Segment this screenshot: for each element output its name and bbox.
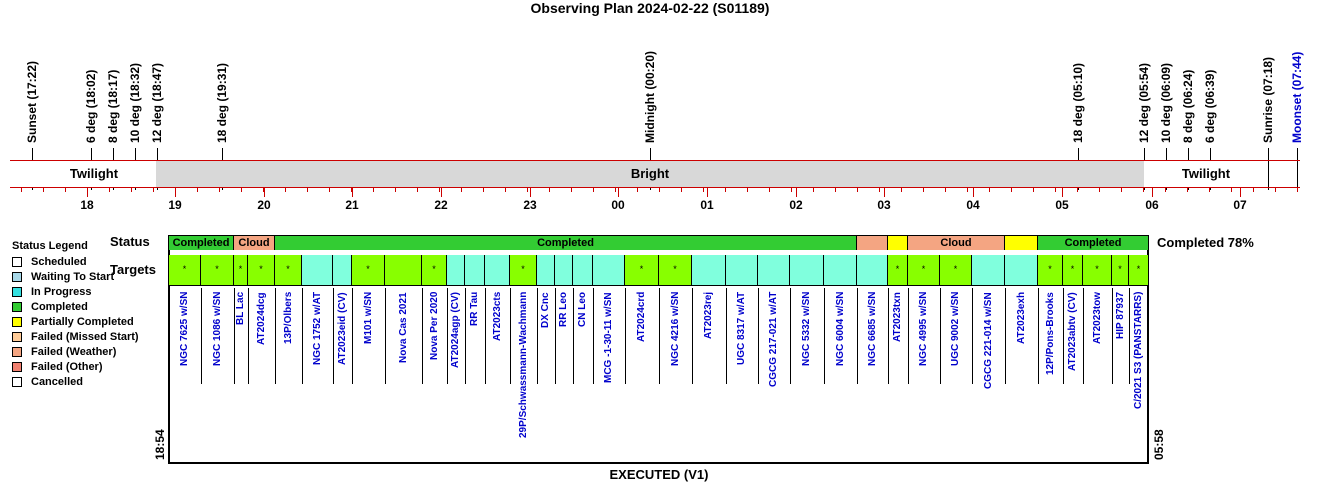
minor-tick — [43, 187, 44, 192]
target-separator — [593, 288, 594, 384]
target-separator — [510, 288, 511, 384]
target-block[interactable] — [555, 255, 573, 285]
minor-tick — [1231, 187, 1232, 192]
legend-swatch — [12, 347, 22, 357]
minor-tick — [659, 187, 660, 192]
event-label: 8 deg (06:24) — [1181, 69, 1195, 143]
target-separator — [692, 288, 693, 384]
target-name[interactable]: AT2023rej — [703, 291, 714, 339]
legend-item-label: Failed (Weather) — [31, 346, 117, 358]
legend-item-label: Failed (Other) — [31, 361, 103, 373]
target-block[interactable]: * — [201, 255, 234, 285]
hour-label: 19 — [168, 198, 182, 212]
target-separator — [659, 288, 660, 384]
target-name[interactable]: 12P/Pons-Brooks — [1044, 292, 1056, 375]
hour-tick — [973, 187, 974, 197]
status-segment[interactable]: Completed — [1038, 236, 1149, 250]
legend-item — [12, 315, 134, 329]
target-block[interactable]: * — [1038, 255, 1063, 285]
minor-tick — [549, 187, 550, 192]
minor-tick — [571, 187, 572, 192]
event-label: 10 deg (18:32) — [128, 62, 142, 143]
target-separator — [758, 288, 759, 384]
target-block[interactable] — [385, 255, 422, 285]
target-block[interactable] — [790, 255, 824, 285]
target-separator — [333, 288, 334, 384]
minor-tick — [527, 187, 528, 192]
target-block[interactable] — [1005, 255, 1038, 285]
minor-tick — [813, 187, 814, 192]
target-block[interactable]: * — [234, 255, 248, 285]
target-block[interactable]: * — [422, 255, 447, 285]
minor-tick — [153, 187, 154, 192]
hour-label: 18 — [80, 198, 94, 212]
event-label: 10 deg (06:09) — [1159, 62, 1173, 143]
minor-tick — [21, 187, 22, 192]
target-name[interactable]: AT2023txn — [892, 292, 903, 342]
minor-tick — [923, 187, 924, 192]
legend-item — [12, 270, 114, 284]
targets-row-label: Targets — [110, 262, 156, 277]
minor-tick — [1033, 187, 1034, 192]
minor-tick — [967, 187, 968, 192]
target-name[interactable]: NGC 1752 w/AT — [311, 291, 323, 365]
event-label: Sunrise (07:18) — [1261, 56, 1275, 143]
minor-tick — [505, 187, 506, 192]
status-segment[interactable]: Cloud — [234, 236, 275, 250]
target-name[interactable]: NGC 6004 w/SN — [834, 291, 846, 366]
target-block[interactable] — [333, 255, 352, 285]
target-block[interactable]: * — [352, 255, 385, 285]
status-segment[interactable] — [888, 236, 908, 250]
legend-swatch — [12, 257, 22, 267]
minor-tick — [285, 187, 286, 192]
target-separator — [972, 288, 973, 384]
status-row-label: Status — [110, 234, 150, 249]
legend-swatch — [12, 287, 22, 297]
minor-tick — [1275, 187, 1276, 192]
minor-tick — [329, 187, 330, 192]
legend-item-label: Partially Completed — [31, 316, 134, 328]
target-separator — [625, 288, 626, 384]
target-block[interactable] — [857, 255, 888, 285]
phase-segment: Twilight — [1144, 161, 1268, 187]
minor-tick — [395, 187, 396, 192]
legend-item-label: Cancelled — [31, 376, 83, 388]
hour-tick — [1240, 187, 1241, 197]
target-block[interactable]: * — [625, 255, 659, 285]
target-block[interactable] — [302, 255, 333, 285]
footer-label: EXECUTED (V1) — [609, 467, 709, 482]
target-separator — [1038, 288, 1039, 384]
target-name[interactable]: CGCG 221-014 w/SN — [982, 292, 994, 389]
target-block[interactable]: * — [940, 255, 972, 285]
minor-tick — [681, 187, 682, 192]
target-name[interactable]: NGC 4995 w/SN — [918, 291, 929, 366]
target-separator — [790, 288, 791, 384]
legend-item — [12, 360, 103, 374]
minor-tick — [1253, 187, 1254, 192]
target-name[interactable]: AT2024crd — [636, 291, 647, 342]
hour-tick — [796, 187, 797, 197]
target-name[interactable]: NGC 5332 w/SN — [801, 291, 812, 366]
target-name[interactable]: CN Leo — [577, 292, 588, 327]
hour-label: 05 — [1055, 198, 1069, 212]
minor-tick — [769, 187, 770, 192]
phase-band-bottom-line — [10, 187, 1300, 188]
event-label: 12 deg (18:47) — [150, 62, 164, 143]
target-block[interactable]: * — [1112, 255, 1129, 285]
hour-tick — [530, 187, 531, 197]
event-label: 12 deg (05:54) — [1137, 62, 1151, 143]
hour-tick — [441, 187, 442, 197]
legend-swatch — [12, 362, 22, 372]
legend-swatch — [12, 377, 22, 387]
legend-swatch — [12, 317, 22, 327]
hour-label: 03 — [877, 198, 891, 212]
target-row-bottom-line — [169, 285, 1149, 286]
minor-tick — [703, 187, 704, 192]
event-tick — [1297, 148, 1298, 190]
target-separator — [201, 288, 202, 384]
hour-tick — [1152, 187, 1153, 197]
legend-item — [12, 285, 92, 299]
target-name[interactable]: MCG -1-30-11 w/SN — [603, 292, 614, 383]
target-separator — [555, 288, 556, 384]
target-separator — [1129, 288, 1130, 384]
minor-tick — [483, 187, 484, 192]
target-block[interactable] — [692, 255, 726, 285]
event-label: Sunset (17:22) — [25, 60, 39, 143]
hour-label: 22 — [434, 198, 448, 212]
target-name[interactable]: AT2023tow — [1091, 291, 1103, 344]
minor-tick — [637, 187, 638, 192]
target-name[interactable]: AT2023exh — [1015, 291, 1027, 344]
hour-tick — [618, 187, 619, 197]
minor-tick — [439, 187, 440, 192]
time-start-label: 18:54 — [153, 429, 167, 460]
target-name[interactable]: BL Lac — [235, 291, 246, 325]
target-separator — [422, 288, 423, 384]
hour-tick — [1062, 187, 1063, 197]
hour-tick — [707, 187, 708, 197]
target-block[interactable] — [758, 255, 790, 285]
legend-item-label: Failed (Missed Start) — [31, 331, 139, 343]
minor-tick — [241, 187, 242, 192]
minor-tick — [1011, 187, 1012, 192]
hour-label: 04 — [966, 198, 980, 212]
minor-tick — [901, 187, 902, 192]
hour-tick — [264, 187, 265, 197]
event-label: 18 deg (05:10) — [1071, 62, 1085, 143]
status-segment[interactable] — [857, 236, 888, 250]
minor-tick — [307, 187, 308, 192]
legend-swatch — [12, 302, 22, 312]
target-separator — [940, 288, 941, 384]
minor-tick — [593, 187, 594, 192]
hour-label: 02 — [789, 198, 803, 212]
legend-item — [12, 300, 88, 314]
target-separator — [1083, 288, 1084, 384]
target-name[interactable]: AT2024dcg — [255, 292, 267, 345]
minor-tick — [1143, 187, 1144, 192]
target-name[interactable]: M101 w/SN — [362, 291, 374, 344]
minor-tick — [1099, 187, 1100, 192]
target-separator — [857, 288, 858, 384]
target-block[interactable]: * — [1129, 255, 1149, 285]
event-label: 18 deg (19:31) — [215, 62, 229, 143]
target-block[interactable]: * — [659, 255, 692, 285]
target-name[interactable]: AT2023cts — [491, 291, 503, 341]
target-separator — [1005, 288, 1006, 384]
target-block[interactable]: * — [1063, 255, 1083, 285]
minor-tick — [131, 187, 132, 192]
target-separator — [485, 288, 486, 384]
target-block[interactable]: * — [1083, 255, 1112, 285]
target-name[interactable]: UGC 9002 w/SN — [950, 291, 961, 366]
legend-title: Status Legend — [12, 240, 88, 252]
target-block[interactable] — [593, 255, 625, 285]
target-name[interactable]: RR Leo — [558, 292, 569, 327]
target-name[interactable]: NGC 4216 w/SN — [669, 291, 681, 366]
target-separator — [302, 288, 303, 384]
minor-tick — [1209, 187, 1210, 192]
target-separator — [573, 288, 574, 384]
target-name[interactable]: Nova Per 2020 — [428, 291, 440, 360]
target-block[interactable] — [537, 255, 555, 285]
minor-tick — [219, 187, 220, 192]
hour-tick — [352, 187, 353, 197]
phase-segment: Twilight — [32, 161, 156, 187]
legend-item — [12, 375, 83, 389]
minor-tick — [747, 187, 748, 192]
target-block[interactable] — [824, 255, 857, 285]
minor-tick — [65, 187, 66, 192]
target-separator — [824, 288, 825, 384]
minor-tick — [615, 187, 616, 192]
page-title: Observing Plan 2024-02-22 (S01189) — [530, 0, 770, 16]
minor-tick — [417, 187, 418, 192]
target-block[interactable] — [726, 255, 758, 285]
status-segment[interactable]: Completed — [169, 236, 234, 250]
target-separator — [385, 288, 386, 384]
minor-tick — [1121, 187, 1122, 192]
minor-tick — [725, 187, 726, 192]
minor-tick — [857, 187, 858, 192]
target-block[interactable]: * — [248, 255, 275, 285]
target-separator — [888, 288, 889, 384]
event-label: Moonset (07:44) — [1290, 51, 1304, 143]
hour-label: 23 — [523, 198, 537, 212]
target-name[interactable]: NGC 6685 w/SN — [866, 291, 878, 366]
legend-item-label: Completed — [31, 301, 88, 313]
target-block[interactable] — [573, 255, 593, 285]
legend-swatch — [12, 332, 22, 342]
target-name[interactable]: AT2024agp (CV) — [450, 292, 461, 368]
target-block[interactable]: * — [169, 255, 201, 285]
minor-tick — [879, 187, 880, 192]
status-segment[interactable]: Cloud — [908, 236, 1005, 250]
event-label: 8 deg (18:17) — [106, 69, 120, 143]
status-segment[interactable]: Completed — [275, 236, 857, 250]
minor-tick — [461, 187, 462, 192]
target-separator — [726, 288, 727, 384]
target-name[interactable]: UGC 8317 w/AT — [736, 291, 747, 365]
target-separator — [352, 288, 353, 384]
minor-tick — [945, 187, 946, 192]
target-name[interactable]: DX Cnc — [540, 292, 551, 328]
target-separator — [465, 288, 466, 384]
minor-tick — [109, 187, 110, 192]
minor-tick — [791, 187, 792, 192]
target-block[interactable] — [485, 255, 510, 285]
minor-tick — [263, 187, 264, 192]
target-name[interactable]: CGCG 217-021 w/AT — [768, 291, 779, 387]
hour-label: 00 — [611, 198, 625, 212]
minor-tick — [87, 187, 88, 192]
target-separator — [1063, 288, 1064, 384]
target-block[interactable]: * — [908, 255, 940, 285]
phase-segment: Bright — [156, 161, 1144, 187]
time-end-label: 05:58 — [1152, 429, 1166, 460]
target-name[interactable]: NGC 1086 w/SN — [211, 291, 223, 366]
minor-tick — [351, 187, 352, 192]
hour-label: 21 — [345, 198, 359, 212]
target-separator — [1112, 288, 1113, 384]
event-label: 6 deg (06:39) — [1203, 69, 1217, 143]
target-separator — [537, 288, 538, 384]
minor-tick — [1187, 187, 1188, 192]
target-name[interactable]: AT2023abtv (CV) — [1067, 292, 1078, 371]
legend-item-label: Waiting To Start — [31, 271, 115, 283]
hour-label: 20 — [257, 198, 271, 212]
target-name[interactable]: NGC 7625 w/SN — [179, 291, 190, 366]
target-name[interactable]: Nova Cas 2021 — [397, 292, 409, 363]
target-block[interactable]: * — [510, 255, 537, 285]
target-block[interactable] — [972, 255, 1005, 285]
target-name[interactable]: AT2023eid (CV) — [336, 292, 348, 365]
target-name[interactable]: C/2021 S3 (PANSTARRS) — [1133, 291, 1144, 409]
target-block[interactable]: * — [275, 255, 302, 285]
minor-tick — [175, 187, 176, 192]
hour-label: 01 — [700, 198, 714, 212]
legend-item — [12, 330, 139, 344]
minor-tick — [1165, 187, 1166, 192]
target-name[interactable]: HIP 87937 — [1114, 291, 1126, 339]
legend-item — [12, 345, 116, 359]
status-segment[interactable] — [1005, 236, 1038, 250]
minor-tick — [1055, 187, 1056, 192]
target-name[interactable]: RR Tau — [469, 291, 480, 326]
target-separator — [234, 288, 235, 384]
target-name[interactable]: 29P/Schwassmann-Wachmann — [517, 291, 529, 438]
minor-tick — [373, 187, 374, 192]
legend-item — [12, 255, 87, 269]
legend-item-label: In Progress — [31, 286, 92, 298]
minor-tick — [989, 187, 990, 192]
minor-tick — [197, 187, 198, 192]
target-block[interactable] — [447, 255, 465, 285]
completed-summary: Completed 78% — [1157, 235, 1254, 250]
target-separator — [275, 288, 276, 384]
target-block[interactable]: * — [888, 255, 908, 285]
minor-tick — [1077, 187, 1078, 192]
hour-label: 06 — [1145, 198, 1159, 212]
target-separator — [908, 288, 909, 384]
legend-swatch — [12, 272, 22, 282]
event-tick — [1268, 148, 1269, 190]
event-label: Midnight (00:20) — [643, 51, 657, 143]
target-block[interactable] — [465, 255, 485, 285]
hour-label: 07 — [1233, 198, 1247, 212]
legend-item-label: Scheduled — [31, 256, 87, 268]
hour-tick — [884, 187, 885, 197]
event-label: 6 deg (18:02) — [84, 69, 98, 143]
target-separator — [447, 288, 448, 384]
target-name[interactable]: 13P/Olbers — [282, 291, 294, 344]
minor-tick — [1297, 187, 1298, 192]
target-separator — [248, 288, 249, 384]
minor-tick — [835, 187, 836, 192]
